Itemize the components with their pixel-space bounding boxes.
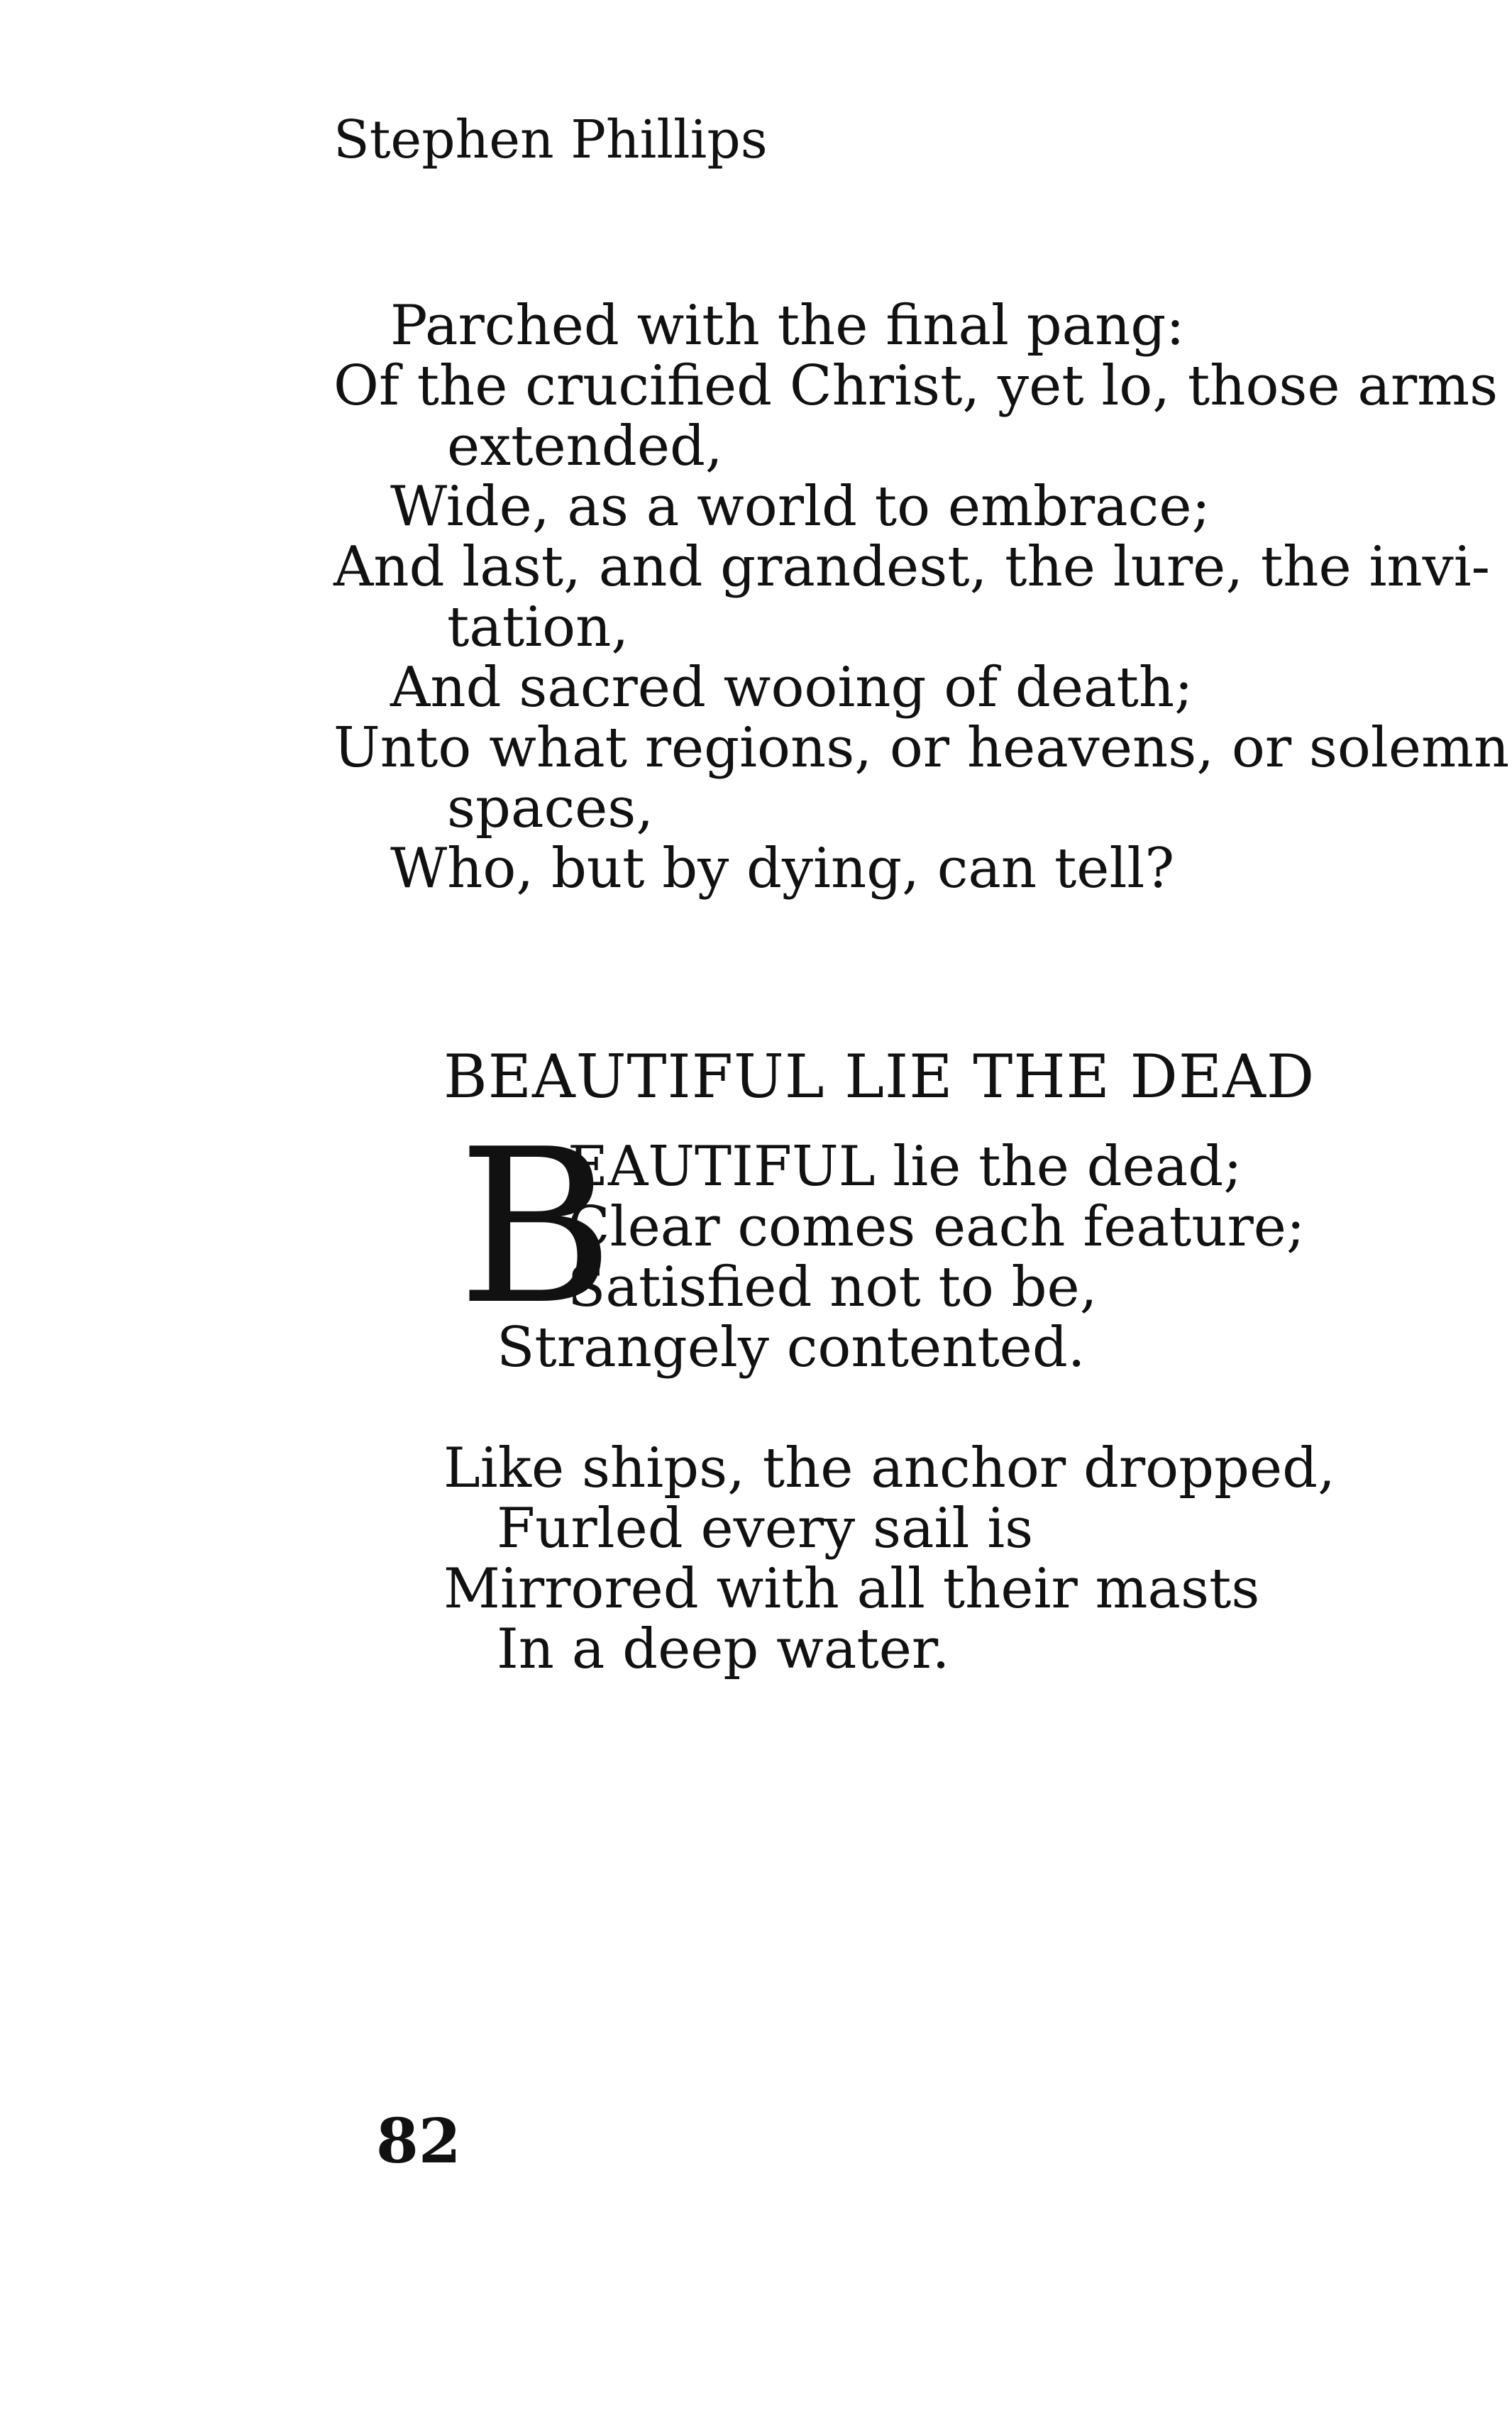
verse-line: Mirrored with all their masts: [443, 1557, 1260, 1621]
verse-line: Clear comes each feature;: [568, 1195, 1306, 1259]
verse-line: Strangely contented.: [497, 1316, 1086, 1380]
drop-cap: B: [458, 1104, 614, 1351]
verse-line: And sacred wooing of death;: [390, 656, 1193, 720]
verse-line: Unto what regions, or heavens, or solemn: [333, 716, 1510, 780]
verse-line: EAUTIFUL lie the dead;: [568, 1135, 1242, 1199]
verse-line: And last, and grandest, the lure, the invi-: [333, 535, 1491, 599]
running-head: Stephen Phillips: [333, 109, 768, 170]
verse-line: In a deep water.: [497, 1617, 950, 1681]
page-number: 82: [376, 2106, 461, 2177]
verse-line: extended,: [447, 414, 723, 478]
verse-line: Parched with the final pang:: [390, 294, 1185, 358]
verse-line: Satisfied not to be,: [568, 1255, 1098, 1319]
verse-line: tation,: [447, 595, 629, 659]
poem-title: BEAUTIFUL LIE THE DEAD: [443, 1042, 1315, 1111]
verse-line: Like ships, the anchor dropped,: [443, 1436, 1335, 1500]
verse-line: Furled every sail is: [497, 1497, 1034, 1561]
verse-line: Of the crucified Christ, yet lo, those arms: [333, 354, 1499, 418]
verse-line: spaces,: [447, 776, 654, 840]
verse-line: Wide, as a world to embrace;: [390, 475, 1210, 539]
verse-line: Who, but by dying, can tell?: [390, 837, 1175, 901]
